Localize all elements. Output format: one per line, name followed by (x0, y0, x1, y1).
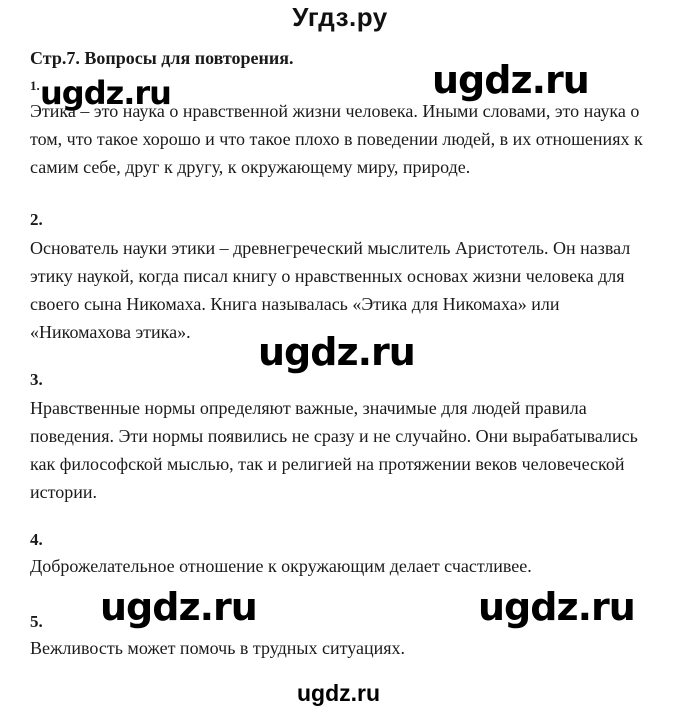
answer-1: Этика – это наука о нравственной жизни человека. Иными словами, это наука о том, что такое хорошо и что такое плохо в поведении людей, в их отношениях к самим себе, друг к другу, к окружающему миру, природе. (30, 101, 643, 177)
answer-3: Нравственные нормы определяют важные, значимые для людей правила поведения. Эти нормы появились не сразу и не случайно. Они вырабатывались как философской мыслью, так и религией на протяжении веков человеческой истории. (30, 398, 638, 502)
answer-2: Основатель науки этики – древнегреческий мыслитель Аристотель. Он назвал этику наукой, когда писал книгу о нравственных основах жизни человека для своего сына Никомаха. Книга называлась «Этика для Никомаха» или «Никомахова этика». (30, 238, 631, 342)
watermark: ugdz.ru (40, 74, 171, 112)
question-number-3: 3. (30, 370, 43, 389)
site-title: Угдз.ру (292, 2, 388, 32)
question-number-1: 1. (30, 78, 40, 93)
question-number-2: 2. (30, 210, 43, 229)
footer-watermark: ugdz.ru (297, 680, 381, 706)
question-number-4: 4. (30, 530, 43, 549)
watermark: ugdz.ru (478, 585, 635, 629)
watermark: ugdz.ru (100, 585, 257, 629)
watermark: ugdz.ru (258, 330, 415, 374)
question-number-5: 5. (30, 612, 43, 631)
watermark: ugdz.ru (432, 58, 589, 102)
answer-5: Вежливость может помочь в трудных ситуациях. (30, 638, 406, 658)
page-heading: Стр.7. Вопросы для повторения. (30, 48, 294, 68)
answer-4: Доброжелательное отношение к окружающим делает счастливее. (30, 556, 532, 576)
